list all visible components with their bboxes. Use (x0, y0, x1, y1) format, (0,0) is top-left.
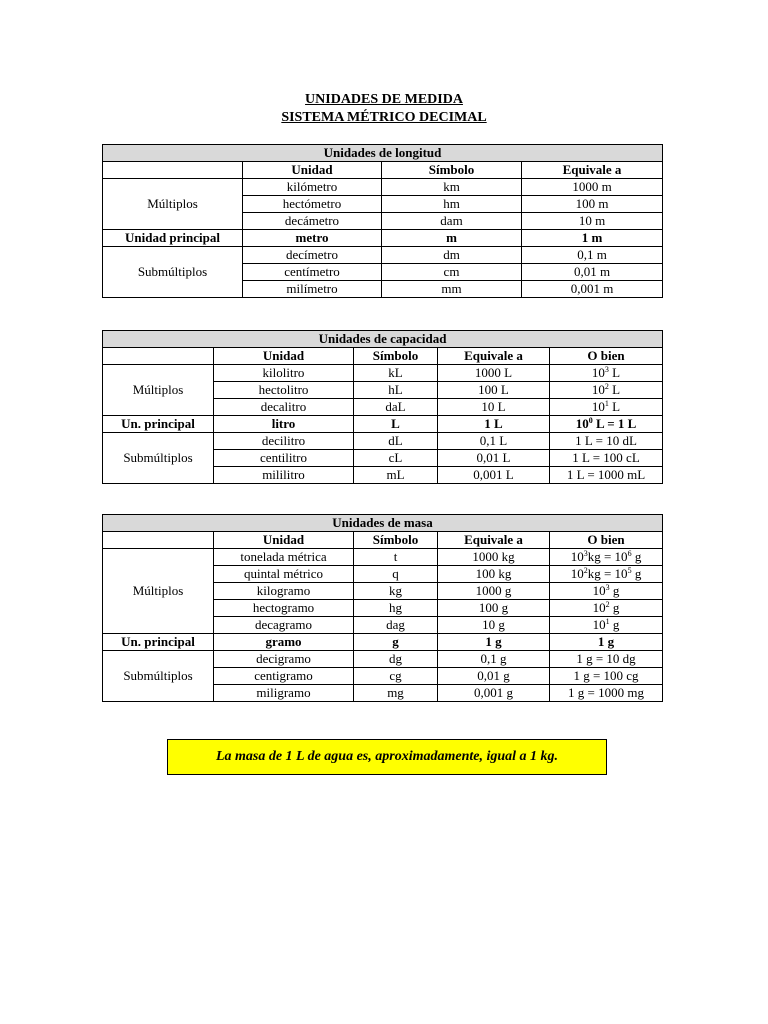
cell-simbolo: dm (382, 247, 522, 264)
header-equivale: Equivale a (522, 162, 663, 179)
header-simbolo: Símbolo (354, 532, 438, 549)
cell-simbolo: t (354, 549, 438, 566)
header-o-bien: O bien (550, 348, 663, 365)
header-simbolo: Símbolo (382, 162, 522, 179)
header-unidad: Unidad (243, 162, 382, 179)
cell-unidad: mililitro (214, 467, 354, 484)
header-unidad: Unidad (214, 348, 354, 365)
cell-unidad: hectolitro (214, 382, 354, 399)
cell-unidad: centigramo (214, 668, 354, 685)
cell-equivale: 1 L (438, 416, 550, 433)
cell-o-bien: 1 g (550, 634, 663, 651)
cell-equivale: 1000 L (438, 365, 550, 382)
cell-unidad: metro (243, 230, 382, 247)
mass-units-table (102, 514, 663, 702)
cell-equivale: 10 L (438, 399, 550, 416)
cell-simbolo: g (354, 634, 438, 651)
cell-unidad: kilogramo (214, 583, 354, 600)
header-equivale: Equivale a (438, 348, 550, 365)
cell-simbolo: kL (354, 365, 438, 382)
cell-o-bien: 1 L = 10 dL (550, 433, 663, 450)
cell-simbolo: mm (382, 281, 522, 298)
header-empty (103, 532, 214, 549)
cell-o-bien: $10^1$ g (550, 617, 663, 634)
cell-o-bien: 1 L = 1000 mL (550, 467, 663, 484)
cell-unidad: decagramo (214, 617, 354, 634)
cell-o-bien: 1 g = 1000 mg (550, 685, 663, 702)
cell-simbolo: hg (354, 600, 438, 617)
header-empty (103, 162, 243, 179)
table-caption: Unidades de masa (103, 515, 663, 532)
cell-unidad: litro (214, 416, 354, 433)
page-title: UNIDADES DE MEDIDA (305, 92, 463, 107)
cell-unidad: quintal métrico (214, 566, 354, 583)
cell-o-bien: 1 g = 100 cg (550, 668, 663, 685)
cell-equivale: 0,01 m (522, 264, 663, 281)
cell-equivale: 0,01 g (438, 668, 550, 685)
group-submultiplos: Submúltiplos (103, 651, 214, 702)
cell-o-bien: $10^2kg = 10^5$ g (550, 566, 663, 583)
cell-simbolo: hm (382, 196, 522, 213)
cell-equivale: 10 m (522, 213, 663, 230)
cell-simbolo: dam (382, 213, 522, 230)
cell-simbolo: kg (354, 583, 438, 600)
cell-unidad: decámetro (243, 213, 382, 230)
capacity-units-table (102, 330, 663, 484)
cell-simbolo: mg (354, 685, 438, 702)
cell-simbolo: cL (354, 450, 438, 467)
cell-unidad: hectómetro (243, 196, 382, 213)
cell-unidad: kilolitro (214, 365, 354, 382)
water-mass-note: La masa de 1 L de agua es, aproximadamente, igual a 1 kg. (167, 739, 607, 775)
cell-unidad: hectogramo (214, 600, 354, 617)
cell-simbolo: daL (354, 399, 438, 416)
cell-simbolo: cg (354, 668, 438, 685)
cell-equivale: 1000 g (438, 583, 550, 600)
cell-o-bien: $10^2$ L (550, 382, 663, 399)
header-simbolo: Símbolo (354, 348, 438, 365)
cell-unidad: milímetro (243, 281, 382, 298)
group-principal: Un. principal (103, 634, 214, 651)
group-multiplos: Múltiplos (103, 365, 214, 416)
group-submultiplos: Submúltiplos (103, 247, 243, 298)
cell-o-bien: $10^3$ L (550, 365, 663, 382)
cell-equivale: 0,001 m (522, 281, 663, 298)
cell-equivale: 1 g (438, 634, 550, 651)
cell-simbolo: L (354, 416, 438, 433)
cell-simbolo: q (354, 566, 438, 583)
cell-simbolo: hL (354, 382, 438, 399)
cell-equivale: 1 m (522, 230, 663, 247)
cell-equivale: 100 m (522, 196, 663, 213)
cell-equivale: 0,1 L (438, 433, 550, 450)
cell-o-bien: $10^2$ g (550, 600, 663, 617)
header-unidad: Unidad (214, 532, 354, 549)
cell-equivale: 0,001 g (438, 685, 550, 702)
cell-equivale: 0,1 m (522, 247, 663, 264)
cell-unidad: decilitro (214, 433, 354, 450)
cell-equivale: 0,1 g (438, 651, 550, 668)
cell-equivale: 0,001 L (438, 467, 550, 484)
length-units-table (102, 144, 663, 298)
cell-simbolo: m (382, 230, 522, 247)
cell-o-bien: $10^1$ L (550, 399, 663, 416)
cell-simbolo: mL (354, 467, 438, 484)
page-subtitle: SISTEMA MÉTRICO DECIMAL (281, 110, 487, 125)
cell-equivale: 100 g (438, 600, 550, 617)
cell-unidad: centilitro (214, 450, 354, 467)
group-principal: Un. principal (103, 416, 214, 433)
group-principal: Unidad principal (103, 230, 243, 247)
cell-unidad: gramo (214, 634, 354, 651)
cell-simbolo: km (382, 179, 522, 196)
group-multiplos: Múltiplos (103, 179, 243, 230)
cell-unidad: tonelada métrica (214, 549, 354, 566)
cell-o-bien: $10^3$ g (550, 583, 663, 600)
cell-unidad: decalitro (214, 399, 354, 416)
cell-o-bien: 1 g = 10 dg (550, 651, 663, 668)
cell-o-bien: $10^3kg = 10^6$ g (550, 549, 663, 566)
cell-o-bien: $10^0$ L = 1 L (550, 416, 663, 433)
header-equivale: Equivale a (438, 532, 550, 549)
cell-equivale: 100 kg (438, 566, 550, 583)
cell-unidad: decímetro (243, 247, 382, 264)
cell-simbolo: dg (354, 651, 438, 668)
cell-unidad: centímetro (243, 264, 382, 281)
cell-simbolo: dag (354, 617, 438, 634)
table-caption: Unidades de longitud (103, 145, 663, 162)
group-multiplos: Múltiplos (103, 549, 214, 634)
cell-simbolo: cm (382, 264, 522, 281)
cell-unidad: miligramo (214, 685, 354, 702)
header-empty (103, 348, 214, 365)
cell-o-bien: 1 L = 100 cL (550, 450, 663, 467)
group-submultiplos: Submúltiplos (103, 433, 214, 484)
header-o-bien: O bien (550, 532, 663, 549)
cell-equivale: 1000 m (522, 179, 663, 196)
cell-unidad: decigramo (214, 651, 354, 668)
cell-equivale: 100 L (438, 382, 550, 399)
cell-simbolo: dL (354, 433, 438, 450)
cell-equivale: 10 g (438, 617, 550, 634)
table-caption: Unidades de capacidad (103, 331, 663, 348)
cell-equivale: 1000 kg (438, 549, 550, 566)
cell-equivale: 0,01 L (438, 450, 550, 467)
cell-unidad: kilómetro (243, 179, 382, 196)
